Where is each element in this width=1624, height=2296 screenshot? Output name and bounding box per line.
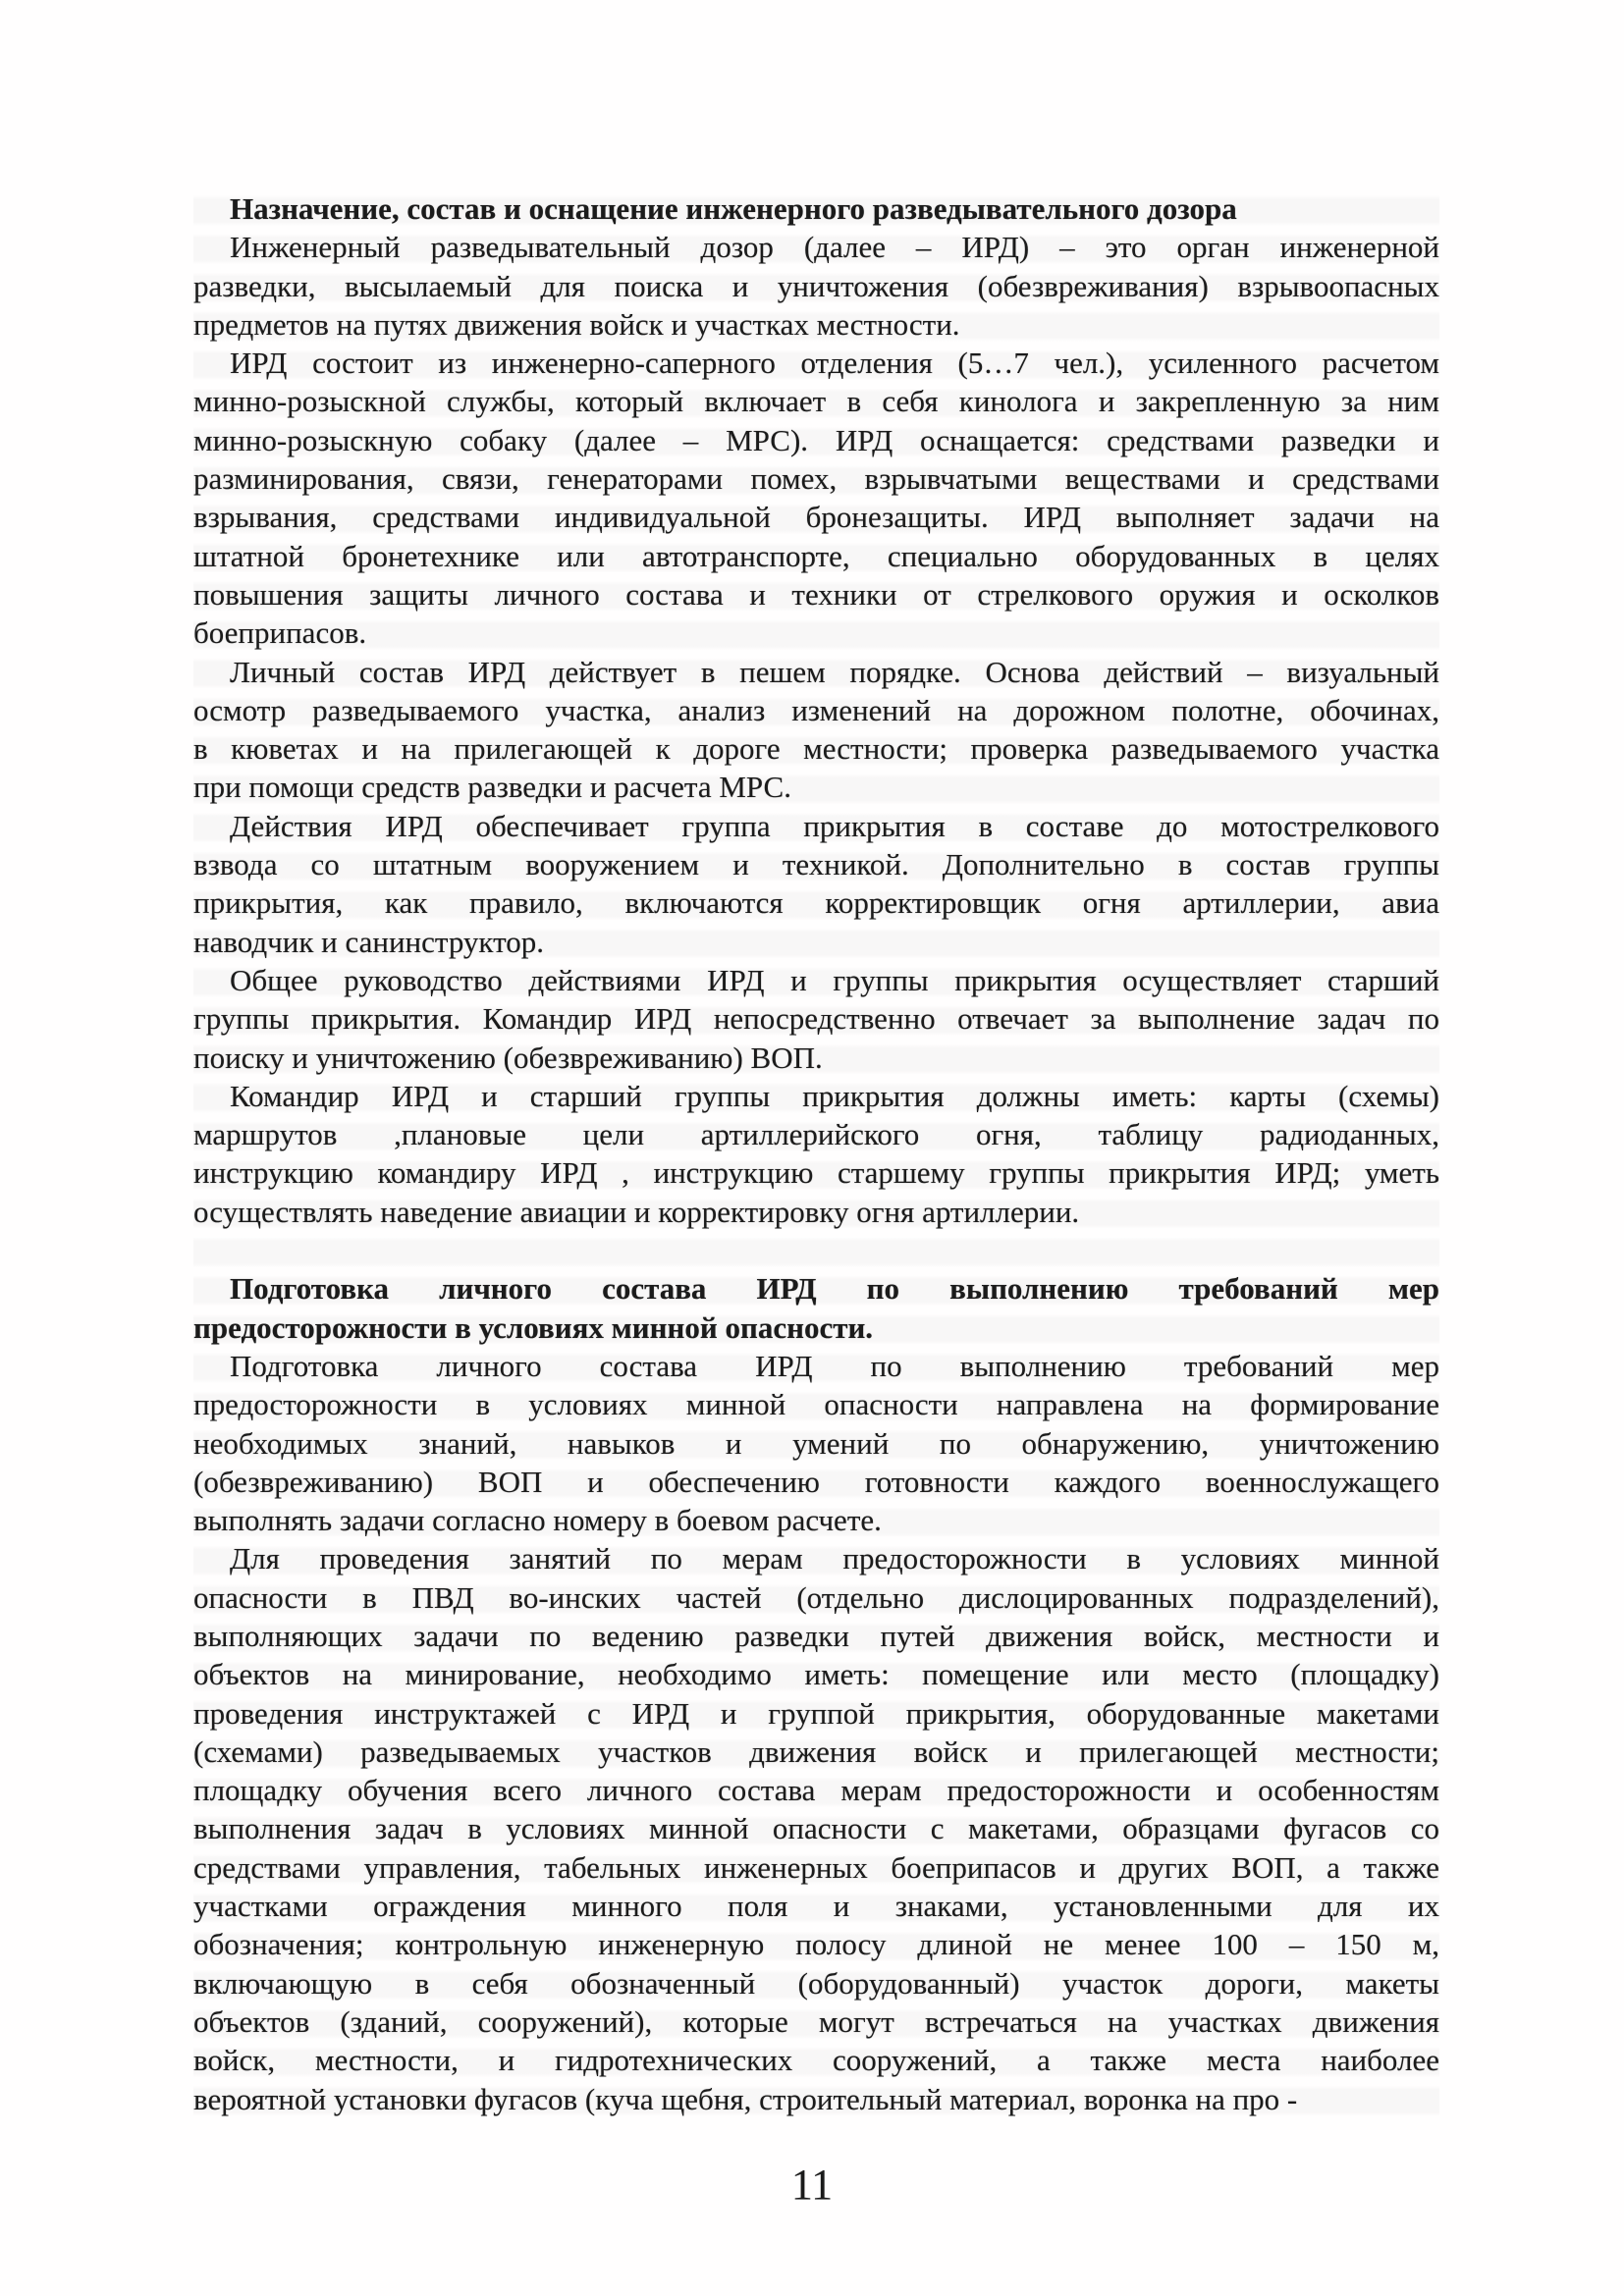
text-line: Подготовка личного состава ИРД по выполнению требований мер <box>230 1348 1439 1383</box>
text-line: прикрытия, как правило, включаются корректировщик огня артиллерии, авиа <box>193 885 1439 921</box>
text-line: опасности в ПВД во-инских частей (отдельно дислоцированных подразделений), <box>193 1579 1439 1615</box>
text-line: Подготовка личного состава ИРД по выполнению требований мер <box>230 1271 1439 1307</box>
text-line: минно-розыскной службы, который включает в себя кинолога и закрепленную за ним <box>193 384 1439 419</box>
paragraph <box>193 1539 1439 2117</box>
text-line: взвода со штатным вооружением и техникой. Дополнительно в состав группы <box>193 847 1439 882</box>
paragraph <box>193 653 1439 807</box>
paragraph <box>193 807 1439 961</box>
text-line: средствами управления, табельных инженерных боеприпасов и других ВОП, а также <box>193 1849 1439 1885</box>
section-heading <box>193 189 1439 228</box>
text-line: объектов на минирование, необходимо иметь: помещение или место (площадку) <box>193 1657 1439 1692</box>
text-line: повышения защиты личного состава и техники от стрелкового оружия и осколков <box>193 576 1439 612</box>
text-line: Инженерный разведывательный дозор (далее – ИРД) – это орган инженерной <box>230 230 1439 265</box>
text-line: боеприпасов. <box>193 615 367 651</box>
text-line: осмотр разведываемого участка, анализ изменений на дорожном полотне, обочинах, <box>193 692 1439 727</box>
text-line: выполнения задач в условиях минной опасности с макетами, образцами фугасов со <box>193 1811 1439 1846</box>
text-line: включающую в себя обозначенный (оборудованный) участок дороги, макеты <box>193 1965 1439 2001</box>
text-line: объектов (зданий, сооружений), которые могут встречаться на участках движения <box>193 2003 1439 2039</box>
paragraph <box>193 1347 1439 1539</box>
text-line: Действия ИРД обеспечивает группа прикрытия в составе до мотострелкового <box>230 808 1439 843</box>
text-line: штатной бронетехнике или автотранспорте, специально оборудованных в целях <box>193 538 1439 573</box>
paragraph <box>193 1077 1439 1231</box>
text-line: (обезвреживанию) ВОП и обеспечению готовности каждого военнослужащего <box>193 1464 1439 1499</box>
text-line: обозначения; контрольную инженерную полосу длиной не менее 100 – 150 м, <box>193 1927 1439 1962</box>
text-line: Общее руководство действиями ИРД и группы прикрытия осуществляет старший <box>230 962 1439 997</box>
text-line: необходимых знаний, навыков и умений по обнаружению, уничтожению <box>193 1425 1439 1461</box>
text-line: взрывания, средствами индивидуальной бронезащиты. ИРД выполняет задачи на <box>193 500 1439 535</box>
text-line: разминирования, связи, генераторами помех, взрывчатыми веществами и средствами <box>193 461 1439 497</box>
text-line: осуществлять наведение авиации и корректировку огня артиллерии. <box>193 1194 1080 1229</box>
text-line: в кюветах и на прилегающей к дороге местности; проверка разведываемого участка <box>193 731 1439 767</box>
text-line: предосторожности в условиях минной опасности. <box>193 1309 874 1345</box>
text-line: Для проведения занятий по мерам предосторожности в условиях минной <box>230 1541 1439 1576</box>
paragraph <box>193 228 1439 344</box>
text-line: проведения инструктажей с ИРД и группой прикрытия, оборудованные макетами <box>193 1695 1439 1731</box>
paragraph <box>193 344 1439 652</box>
text-line: минно-розыскную собаку (далее – МРС). ИРД оснащается: средствами разведки и <box>193 422 1439 457</box>
section-heading <box>193 1269 1439 1347</box>
text-line: предосторожности в условиях минной опасности направлена на формирование <box>193 1387 1439 1422</box>
text-line: разведки, высылаемый для поиска и уничтожения (обезвреживания) взрывоопасных <box>193 268 1439 303</box>
text-line: выполнять задачи согласно номеру в боевом расчете. <box>193 1503 882 1538</box>
text-line: площадку обучения всего личного состава мерам предосторожности и особенностям <box>193 1773 1439 1808</box>
text-line: Назначение, состав и оснащение инженерного разведывательного дозора <box>230 191 1237 226</box>
text-line: маршрутов ,плановые цели артиллерийского огня, таблицу радиоданных, <box>193 1117 1439 1152</box>
text-line: Командир ИРД и старший группы прикрытия должны иметь: карты (схемы) <box>230 1078 1439 1113</box>
text-line: выполняющих задачи по ведению разведки путей движения войск, местности и <box>193 1618 1439 1653</box>
text-line: группы прикрытия. Командир ИРД непосредственно отвечает за выполнение задач по <box>193 1001 1439 1037</box>
page-number: 11 <box>790 2161 834 2209</box>
text-line: поиску и уничтожению (обезвреживанию) ВОП. <box>193 1040 823 1075</box>
text-line: Личный состав ИРД действует в пешем порядке. Основа действий – визуальный <box>230 654 1439 689</box>
text-line: войск, местности, и гидротехнических сооружений, а также места наиболее <box>193 2043 1439 2078</box>
text-line: при помощи средств разведки и расчета МРС. <box>193 770 791 805</box>
paragraph <box>193 961 1439 1077</box>
text-line: (схемами) разведываемых участков движения войск и прилегающей местности; <box>193 1734 1439 1769</box>
text-line: инструкцию командиру ИРД , инструкцию старшему группы прикрытия ИРД; уметь <box>193 1155 1439 1191</box>
text-line: наводчик и санинструктор. <box>193 924 544 959</box>
text-line: предметов на путях движения войск и участках местности. <box>193 306 960 342</box>
text-line: участками ограждения минного поля и знаками, установленными для их <box>193 1889 1439 1924</box>
document-body <box>193 189 1439 2118</box>
text-line: ИРД состоит из инженерно-саперного отделения (5…7 чел.), усиленного расчетом <box>230 346 1439 381</box>
text-line: вероятной установки фугасов (куча щебня, строительный материал, воронка на про - <box>193 2081 1298 2116</box>
